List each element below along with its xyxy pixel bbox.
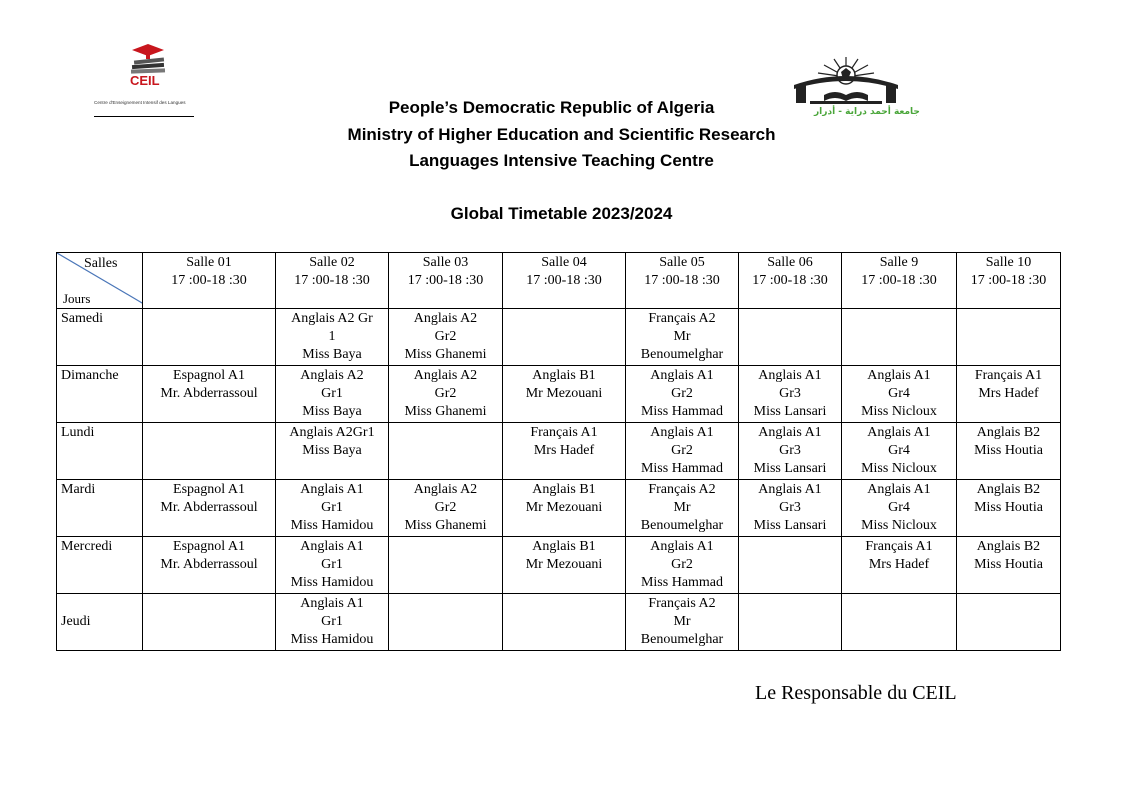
session-line: Mr. Abderrassoul <box>160 386 258 401</box>
session-line: Gr2 <box>671 443 693 458</box>
session-cell <box>842 594 957 651</box>
header-ministry: Ministry of Higher Education and Scientific Research <box>347 125 776 144</box>
day-cell: Dimanche <box>57 366 143 423</box>
session-line: Gr2 <box>671 557 693 572</box>
session-cell <box>626 480 739 537</box>
session-line: Anglais A1 <box>650 539 714 554</box>
session-line: Gr4 <box>888 386 910 401</box>
session-cell <box>842 480 957 537</box>
session-cell <box>276 309 389 366</box>
session-line: Miss Hammad <box>640 461 724 476</box>
session-line: Anglais A1 <box>867 425 931 440</box>
column-header-5 <box>626 253 739 309</box>
day-cell: Mardi <box>57 480 143 537</box>
column-header-7 <box>842 253 957 309</box>
session-cell <box>143 309 276 366</box>
session-cell <box>389 537 503 594</box>
header-centre: Languages Intensive Teaching Centre <box>409 151 714 170</box>
session-line: Gr3 <box>779 500 801 515</box>
session-line: Français A2 <box>648 596 716 611</box>
session-line: Miss Nicloux <box>861 404 937 419</box>
session-line: Miss Lansari <box>753 518 827 533</box>
session-line: Anglais A1 <box>300 539 364 554</box>
session-line: Miss Houtia <box>974 557 1043 572</box>
time-label: 17 :00-18 :30 <box>526 273 602 288</box>
session-line: Benoumelghar <box>640 632 724 647</box>
session-line: Espagnol A1 <box>173 482 245 497</box>
session-line: Gr2 <box>434 500 457 515</box>
session-line: Benoumelghar <box>640 518 724 533</box>
session-cell <box>503 594 626 651</box>
header-country: People’s Democratic Republic of Algeria <box>388 98 715 117</box>
session-cell <box>389 423 503 480</box>
session-cell <box>389 480 503 537</box>
session-cell <box>276 480 389 537</box>
session-line: Miss Hamidou <box>290 632 374 647</box>
session-line: Miss Lansari <box>753 461 827 476</box>
session-line: Miss Houtia <box>974 500 1043 515</box>
session-line: Anglais A1 <box>867 368 931 383</box>
time-label: 17 :00-18 :30 <box>970 273 1047 288</box>
session-cell <box>503 537 626 594</box>
session-line: Gr4 <box>888 443 910 458</box>
column-header-4 <box>503 253 626 309</box>
day-cell: Lundi <box>57 423 143 480</box>
session-line: Miss Hamidou <box>290 518 374 533</box>
session-line: Miss Ghanemi <box>404 347 487 362</box>
time-label: 17 :00-18 :30 <box>407 273 484 288</box>
session-line: Anglais A1 <box>650 425 714 440</box>
session-line: Miss Baya <box>302 443 362 458</box>
session-cell <box>143 366 276 423</box>
session-line: Mrs Hadef <box>978 386 1039 401</box>
session-line: Miss Ghanemi <box>404 404 487 419</box>
session-line: Anglais B1 <box>532 368 596 383</box>
session-cell <box>503 480 626 537</box>
column-header-1 <box>143 253 276 309</box>
timetable <box>56 252 1061 651</box>
session-line: Anglais B1 <box>532 539 596 554</box>
column-header-2 <box>276 253 389 309</box>
column-header-3 <box>389 253 503 309</box>
page-title: Global Timetable 2023/2024 <box>450 204 673 223</box>
day-cell: Mercredi <box>57 537 143 594</box>
session-line: Anglais B2 <box>976 539 1041 554</box>
table-row <box>57 423 1061 480</box>
session-line: Anglais A1 <box>300 596 364 611</box>
session-line: Anglais A2 Gr <box>291 311 373 326</box>
session-line: Miss Hammad <box>640 404 724 419</box>
session-line: Anglais A2 <box>413 482 478 497</box>
time-label: 17 :00-18 :30 <box>861 273 937 288</box>
signature-label: Le Responsable du CEIL <box>755 682 957 704</box>
session-line: Anglais A1 <box>758 482 822 497</box>
room-label: Salle 06 <box>767 255 813 270</box>
session-line: Français A2 <box>648 311 716 326</box>
table-row <box>57 480 1061 537</box>
session-line: Français A1 <box>974 368 1043 383</box>
session-line: Espagnol A1 <box>173 368 245 383</box>
session-cell <box>143 537 276 594</box>
session-line: Mrs Hadef <box>533 443 595 458</box>
session-line: Gr1 <box>321 557 343 572</box>
table-row <box>57 366 1061 423</box>
session-cell <box>276 366 389 423</box>
room-label: Salle 10 <box>985 255 1032 270</box>
session-line: Gr4 <box>888 500 910 515</box>
session-cell <box>389 309 503 366</box>
time-label: 17 :00-18 :30 <box>171 273 247 288</box>
session-line: Gr2 <box>434 386 457 401</box>
session-cell <box>739 480 842 537</box>
session-cell <box>626 366 739 423</box>
ceil-logo-text: CEIL <box>130 73 160 88</box>
session-cell <box>626 537 739 594</box>
session-cell <box>389 594 503 651</box>
session-line: Mr <box>673 329 691 344</box>
column-header-8 <box>957 253 1061 309</box>
room-label: Salle 05 <box>659 255 705 270</box>
session-line: Anglais A1 <box>867 482 931 497</box>
session-cell <box>626 309 739 366</box>
room-label: Salle 02 <box>309 255 355 270</box>
session-cell <box>276 537 389 594</box>
corner-cell <box>57 253 143 309</box>
session-line: Anglais A1 <box>650 368 714 383</box>
session-line: Benoumelghar <box>640 347 724 362</box>
session-cell <box>389 366 503 423</box>
session-line: Mr <box>673 500 691 515</box>
session-line: Français A1 <box>530 425 598 440</box>
session-line: Anglais A1 <box>758 368 822 383</box>
session-line: Gr1 <box>321 386 343 401</box>
session-cell <box>143 423 276 480</box>
session-line: Gr1 <box>321 614 343 629</box>
session-cell <box>957 309 1061 366</box>
session-line: Anglais A1 <box>300 482 364 497</box>
header-row <box>57 253 1061 309</box>
session-cell <box>276 423 389 480</box>
table-row <box>57 594 1061 651</box>
session-cell <box>842 423 957 480</box>
session-line: Gr3 <box>779 386 801 401</box>
room-label: Salle 01 <box>186 255 232 270</box>
session-line: 1 <box>328 329 336 344</box>
session-line: Espagnol A1 <box>173 539 245 554</box>
day-cell: Jeudi <box>57 594 143 651</box>
session-line: Mr Mezouani <box>525 557 603 572</box>
session-line: Mr Mezouani <box>525 386 603 401</box>
table-row <box>57 537 1061 594</box>
session-line: Miss Ghanemi <box>404 518 487 533</box>
time-label: 17 :00-18 :30 <box>752 273 828 288</box>
time-label: 17 :00-18 :30 <box>644 273 720 288</box>
session-cell <box>842 366 957 423</box>
room-label: Salle 04 <box>541 255 587 270</box>
session-cell <box>739 537 842 594</box>
session-line: Miss Hammad <box>640 575 724 590</box>
session-line: Miss Nicloux <box>861 461 937 476</box>
session-cell <box>842 309 957 366</box>
session-cell <box>739 366 842 423</box>
session-line: Mr. Abderrassoul <box>160 500 258 515</box>
session-cell <box>503 366 626 423</box>
session-cell <box>957 480 1061 537</box>
session-line: Miss Lansari <box>753 404 827 419</box>
university-logo-text: جامعة أحمد دراية - أدرار <box>814 107 920 117</box>
session-cell <box>957 423 1061 480</box>
day-cell: Samedi <box>57 309 143 366</box>
session-line: Anglais B2 <box>976 482 1041 497</box>
session-cell <box>739 309 842 366</box>
corner-jours-label: Jours <box>63 291 91 306</box>
session-line: Miss Houtia <box>974 443 1043 458</box>
session-cell <box>503 423 626 480</box>
session-line: Miss Hamidou <box>290 575 374 590</box>
session-line: Anglais A2 <box>413 368 478 383</box>
session-line: Anglais A2 <box>413 311 478 326</box>
session-cell <box>739 594 842 651</box>
session-cell <box>957 594 1061 651</box>
session-cell <box>276 594 389 651</box>
session-cell <box>842 537 957 594</box>
session-line: Mr. Abderrassoul <box>160 557 258 572</box>
time-label: 17 :00-18 :30 <box>294 273 370 288</box>
session-cell <box>957 537 1061 594</box>
ceil-logo-subtitle: Centre d'Enseignement Intensif des Langues <box>94 100 186 105</box>
table-row <box>57 309 1061 366</box>
session-line: Miss Nicloux <box>861 518 937 533</box>
session-cell <box>626 423 739 480</box>
session-line: Anglais A2Gr1 <box>289 425 375 440</box>
session-line: Mr <box>673 614 691 629</box>
session-line: Anglais B1 <box>532 482 596 497</box>
session-line: Miss Baya <box>302 347 362 362</box>
session-cell <box>957 366 1061 423</box>
session-line: Miss Baya <box>302 404 362 419</box>
session-line: Mrs Hadef <box>868 557 930 572</box>
column-header-6 <box>739 253 842 309</box>
session-line: Gr1 <box>321 500 343 515</box>
session-line: Gr3 <box>779 443 801 458</box>
session-cell <box>143 480 276 537</box>
room-label: Salle 03 <box>422 255 469 270</box>
session-cell <box>143 594 276 651</box>
corner-salles-label: Salles <box>84 256 118 271</box>
session-line: Français A2 <box>648 482 716 497</box>
session-line: Gr2 <box>434 329 457 344</box>
session-cell <box>503 309 626 366</box>
room-label: Salle 9 <box>879 255 919 270</box>
session-line: Gr2 <box>671 386 693 401</box>
session-line: Français A1 <box>865 539 933 554</box>
session-line: Mr Mezouani <box>525 500 603 515</box>
session-line: Anglais B2 <box>976 425 1041 440</box>
session-cell <box>739 423 842 480</box>
session-line: Anglais A2 <box>300 368 364 383</box>
session-line: Anglais A1 <box>758 425 822 440</box>
session-cell <box>626 594 739 651</box>
